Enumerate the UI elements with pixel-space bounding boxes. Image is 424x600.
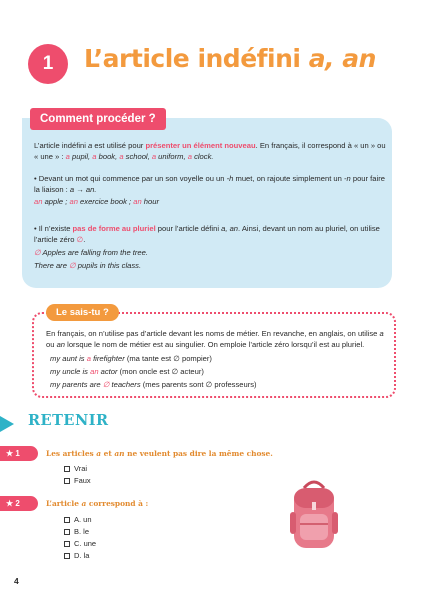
question-1-text: Les articles a et an ne veulent pas dire la même chose.: [46, 449, 273, 458]
question-1-badge: ★ 1: [0, 446, 38, 461]
backpack-icon: [288, 478, 340, 554]
question-2-text: L’article a correspond à :: [46, 499, 149, 508]
procedure-label: Comment procéder ?: [30, 108, 166, 130]
retenir-arrow-icon: [0, 416, 14, 432]
info-label: Le sais-tu ?: [46, 304, 119, 321]
checkbox-icon[interactable]: [64, 529, 70, 535]
question-2-option-2[interactable]: B. le: [64, 527, 89, 536]
info-example-2: my uncle is an actor (mon oncle est ∅ acteur): [50, 367, 204, 376]
page-title: L’article indéfini a, an: [84, 44, 376, 73]
checkbox-icon[interactable]: [64, 541, 70, 547]
info-example-1: my aunt is a firefighter (ma tante est ∅ pompier): [50, 354, 212, 363]
checkbox-icon[interactable]: [64, 553, 70, 559]
checkbox-icon[interactable]: [64, 517, 70, 523]
info-example-3: my parents are ∅ teachers (mes parents sont ∅ professeurs): [50, 380, 257, 389]
procedure-paragraph-3: • Il n’existe pas de forme au pluriel pour l’article défini a, an. Ainsi, devant un nom au pluriel, on utilise l’article zéro ∅.: [34, 224, 380, 244]
question-1-option-1[interactable]: Vrai: [64, 464, 87, 473]
section-number: 1: [28, 44, 68, 84]
retenir-heading: RETENIR: [28, 412, 109, 429]
example-an: an apple ; an exercice book ; an hour: [34, 197, 159, 206]
procedure-paragraph-2: • Devant un mot qui commence par un son voyelle ou un -h muet, on rajoute simplement un -n pour faire la liaison : a → an.: [34, 174, 385, 194]
example-zero-2: There are ∅ pupils in this class.: [34, 261, 142, 270]
question-2-badge: ★ 2: [0, 496, 38, 511]
checkbox-icon[interactable]: [64, 478, 70, 484]
question-1-option-2[interactable]: Faux: [64, 476, 91, 485]
checkbox-icon[interactable]: [64, 466, 70, 472]
question-2-option-4[interactable]: D. la: [64, 551, 89, 560]
question-2-option-1[interactable]: A. un: [64, 515, 92, 524]
procedure-paragraph-1: L’article indéfini a est utilisé pour présenter un élément nouveau. En français, il correspond à « un » ou « une » : a pupil, a book, a school, a uniform, a clock.: [34, 141, 386, 161]
info-text: En français, on n’utilise pas d’article devant les noms de métier. En revanche, en anglais, on utilise a ou an lorsque le nom de métier est au singulier. On emploie l’article zéro lorsqu’il est au pluriel.: [46, 329, 384, 349]
question-2-option-3[interactable]: C. une: [64, 539, 96, 548]
example-zero-1: ∅ Apples are falling from the tree.: [34, 248, 148, 257]
page-number: 4: [14, 576, 19, 586]
